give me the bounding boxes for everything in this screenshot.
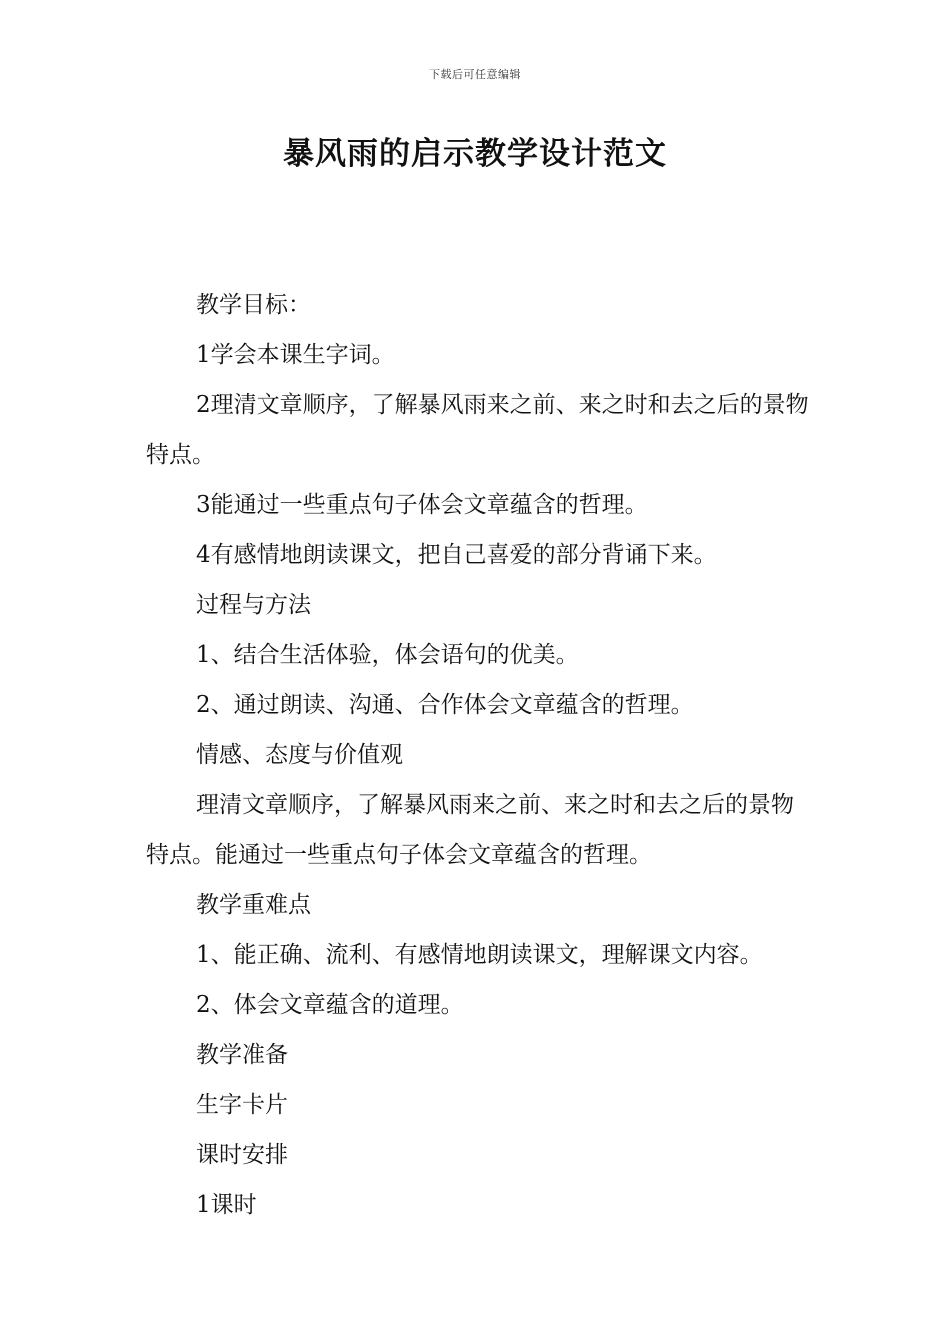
paragraph-objective-1: 1学会本课生字词。 xyxy=(196,342,395,368)
document-title: 暴风雨的启示教学设计范文 xyxy=(283,136,667,172)
paragraph-keypoint-2: 2、体会文章蕴含的道理。 xyxy=(196,992,464,1018)
paragraph-keypoint-1: 1、能正确、流利、有感情地朗读课文，理解课文内容。 xyxy=(196,942,763,968)
paragraph-attitude-text: 理清文章顺序，了解暴风雨来之前、来之时和去之后的景物特点。能通过一些重点句子体会文章蕴含的哲理。 xyxy=(146,792,794,868)
paragraph-schedule-heading: 课时安排 xyxy=(196,1142,288,1168)
paragraph-objective-3: 3能通过一些重点句子体会文章蕴含的哲理。 xyxy=(196,492,648,518)
paragraph-keypoints-heading: 教学重难点 xyxy=(196,892,311,918)
header-note: 下载后可任意编辑 xyxy=(429,68,521,81)
paragraph-attitude-heading: 情感、态度与价值观 xyxy=(196,742,403,768)
document-body xyxy=(146,280,810,1230)
paragraph-process-1: 1、结合生活体验，体会语句的优美。 xyxy=(196,642,579,668)
paragraph-process-2: 2、通过朗读、沟通、合作体会文章蕴含的哲理。 xyxy=(196,692,694,718)
paragraph-process-heading: 过程与方法 xyxy=(196,592,311,618)
paragraph-schedule-text: 1课时 xyxy=(196,1192,257,1218)
paragraph-objective-2: 2理清文章顺序，了解暴风雨来之前、来之时和去之后的景物特点。 xyxy=(146,392,809,468)
paragraph-preparation-text: 生字卡片 xyxy=(196,1092,288,1118)
paragraph-preparation-heading: 教学准备 xyxy=(196,1042,288,1068)
paragraph-objective-4: 4有感情地朗读课文，把自己喜爱的部分背诵下来。 xyxy=(196,542,717,568)
paragraph-objectives-heading: 教学目标： xyxy=(196,292,311,318)
